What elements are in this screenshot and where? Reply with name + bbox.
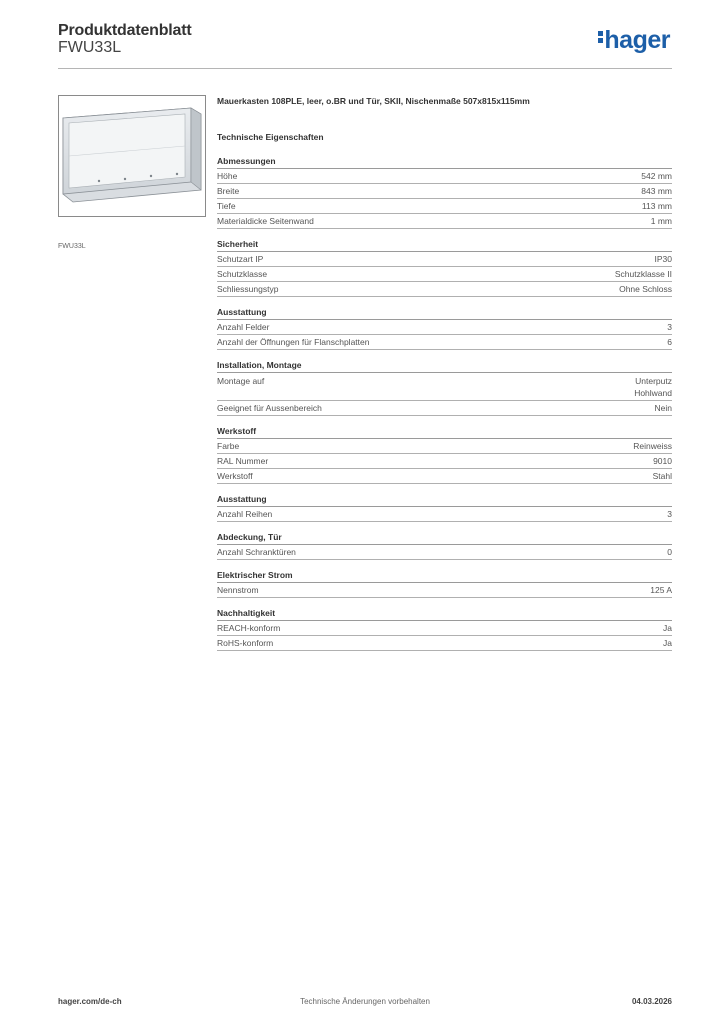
spec-sections [217,156,672,651]
spec-row [217,507,672,522]
spec-value [653,456,672,467]
spec-row [217,335,672,350]
spec-value [641,186,672,197]
technical-properties-title: Technische Eigenschaften [217,132,324,142]
spec-value [667,322,672,333]
spec-value-text: Nein [654,403,672,413]
product-code: FWU33L [58,39,122,56]
spec-section [217,570,672,598]
spec-value [663,638,672,649]
spec-label: Höhe [217,171,238,181]
spec-value [651,216,672,227]
section-title: Werkstoff [217,426,672,439]
spec-value [653,471,672,482]
spec-value-text: IP30 [654,254,672,264]
spec-label: Anzahl Schranktüren [217,547,296,557]
spec-value-text: Schutzklasse II [614,269,672,279]
section-title: Abdeckung, Tür [217,532,672,545]
spec-label: Montage auf [217,376,265,386]
spec-value-text: Ja [663,638,672,648]
wall-cabinet-product-image [59,96,205,216]
spec-label: Anzahl der Öffnungen für Flanschplatten [217,337,370,347]
product-image [58,95,206,217]
spec-value-text: Hohlwand [634,388,672,398]
spec-section [217,426,672,484]
spec-value [667,337,672,348]
section-title: Nachhaltigkeit [217,608,672,621]
spec-row [217,636,672,651]
spec-value [634,375,672,399]
spec-section [217,156,672,229]
spec-value-text: 3 [667,509,672,519]
spec-row [217,454,672,469]
spec-label: Schutzklasse [217,269,268,279]
spec-value-text: 6 [667,337,672,347]
section-title: Elektrischer Strom [217,570,672,583]
image-caption: FWU33L [58,243,86,250]
logo-text: hager [604,26,670,54]
spec-row [217,320,672,335]
spec-value-text: 113 mm [641,201,672,211]
spec-label: Geeignet für Aussenbereich [217,403,322,413]
section-title: Abmessungen [217,156,672,169]
spec-value-text: 843 mm [641,186,672,196]
spec-row [217,373,672,401]
spec-label: Breite [217,186,240,196]
spec-section [217,494,672,522]
spec-value [615,269,672,280]
spec-value [650,585,672,596]
spec-row [217,267,672,282]
section-title: Installation, Montage [217,360,672,373]
spec-section [217,360,672,416]
spec-value [633,441,672,452]
spec-value-text: Unterputz [635,376,672,386]
spec-value-text: 1 mm [650,216,672,226]
spec-row [217,252,672,267]
spec-content [217,96,672,651]
spec-section [217,239,672,297]
section-title: Sicherheit [217,239,672,252]
spec-value-text: Stahl [652,471,672,481]
spec-row [217,439,672,454]
spec-value-text: 0 [667,547,672,557]
spec-value-text: 125 A [650,585,672,595]
spec-label: Anzahl Felder [217,322,270,332]
spec-row [217,583,672,598]
spec-value-text: 3 [667,322,672,332]
spec-label: Farbe [217,441,240,451]
footer-date: 04.03.2026 [631,997,672,1006]
spec-value-text: Ohne Schloss [619,284,672,294]
spec-label: Materialdicke Seitenwand [217,216,314,226]
spec-row [217,545,672,560]
section-title: Ausstattung [217,494,672,507]
spec-value [667,509,672,520]
spec-section [217,532,672,560]
page-header [58,20,672,68]
spec-value [642,201,672,212]
spec-value-text: 9010 [653,456,672,466]
spec-section [217,307,672,350]
spec-label: Nennstrom [217,585,259,595]
spec-row [217,621,672,636]
section-title: Ausstattung [217,307,672,320]
spec-value [655,403,672,414]
spec-value [663,623,672,634]
hager-logo [598,26,670,55]
spec-row [217,282,672,297]
spec-label: RAL Nummer [217,456,269,466]
footer-notice: Technische Änderungen vorbehalten [300,997,430,1006]
spec-row [217,184,672,199]
spec-label: Tiefe [217,201,236,211]
logo-dots-icon [598,29,603,45]
spec-label: REACH-konform [217,623,281,633]
spec-label: Schliessungstyp [217,284,279,294]
spec-value [667,547,672,558]
spec-value [641,171,672,182]
spec-value [655,254,673,265]
spec-row [217,401,672,416]
spec-value [619,284,672,295]
spec-value-text: Reinweiss [633,441,672,451]
document-title: Produktdatenblatt [58,22,192,39]
spec-value-text: Ja [663,623,672,633]
spec-label: Schutzart IP [217,254,264,264]
spec-label: RoHS-konform [217,638,274,648]
header-divider [58,68,672,69]
spec-label: Werkstoff [217,471,253,481]
spec-section [217,608,672,651]
spec-row [217,169,672,184]
spec-row [217,214,672,229]
spec-row [217,199,672,214]
spec-label: Anzahl Reihen [217,509,273,519]
footer-website: hager.com/de-ch [58,997,122,1006]
spec-value-text: 542 mm [641,171,672,181]
product-description: Mauerkasten 108PLE, leer, o.BR und Tür, SKII, Nischenmaße 507x815x115mm [217,96,530,106]
spec-row [217,469,672,484]
